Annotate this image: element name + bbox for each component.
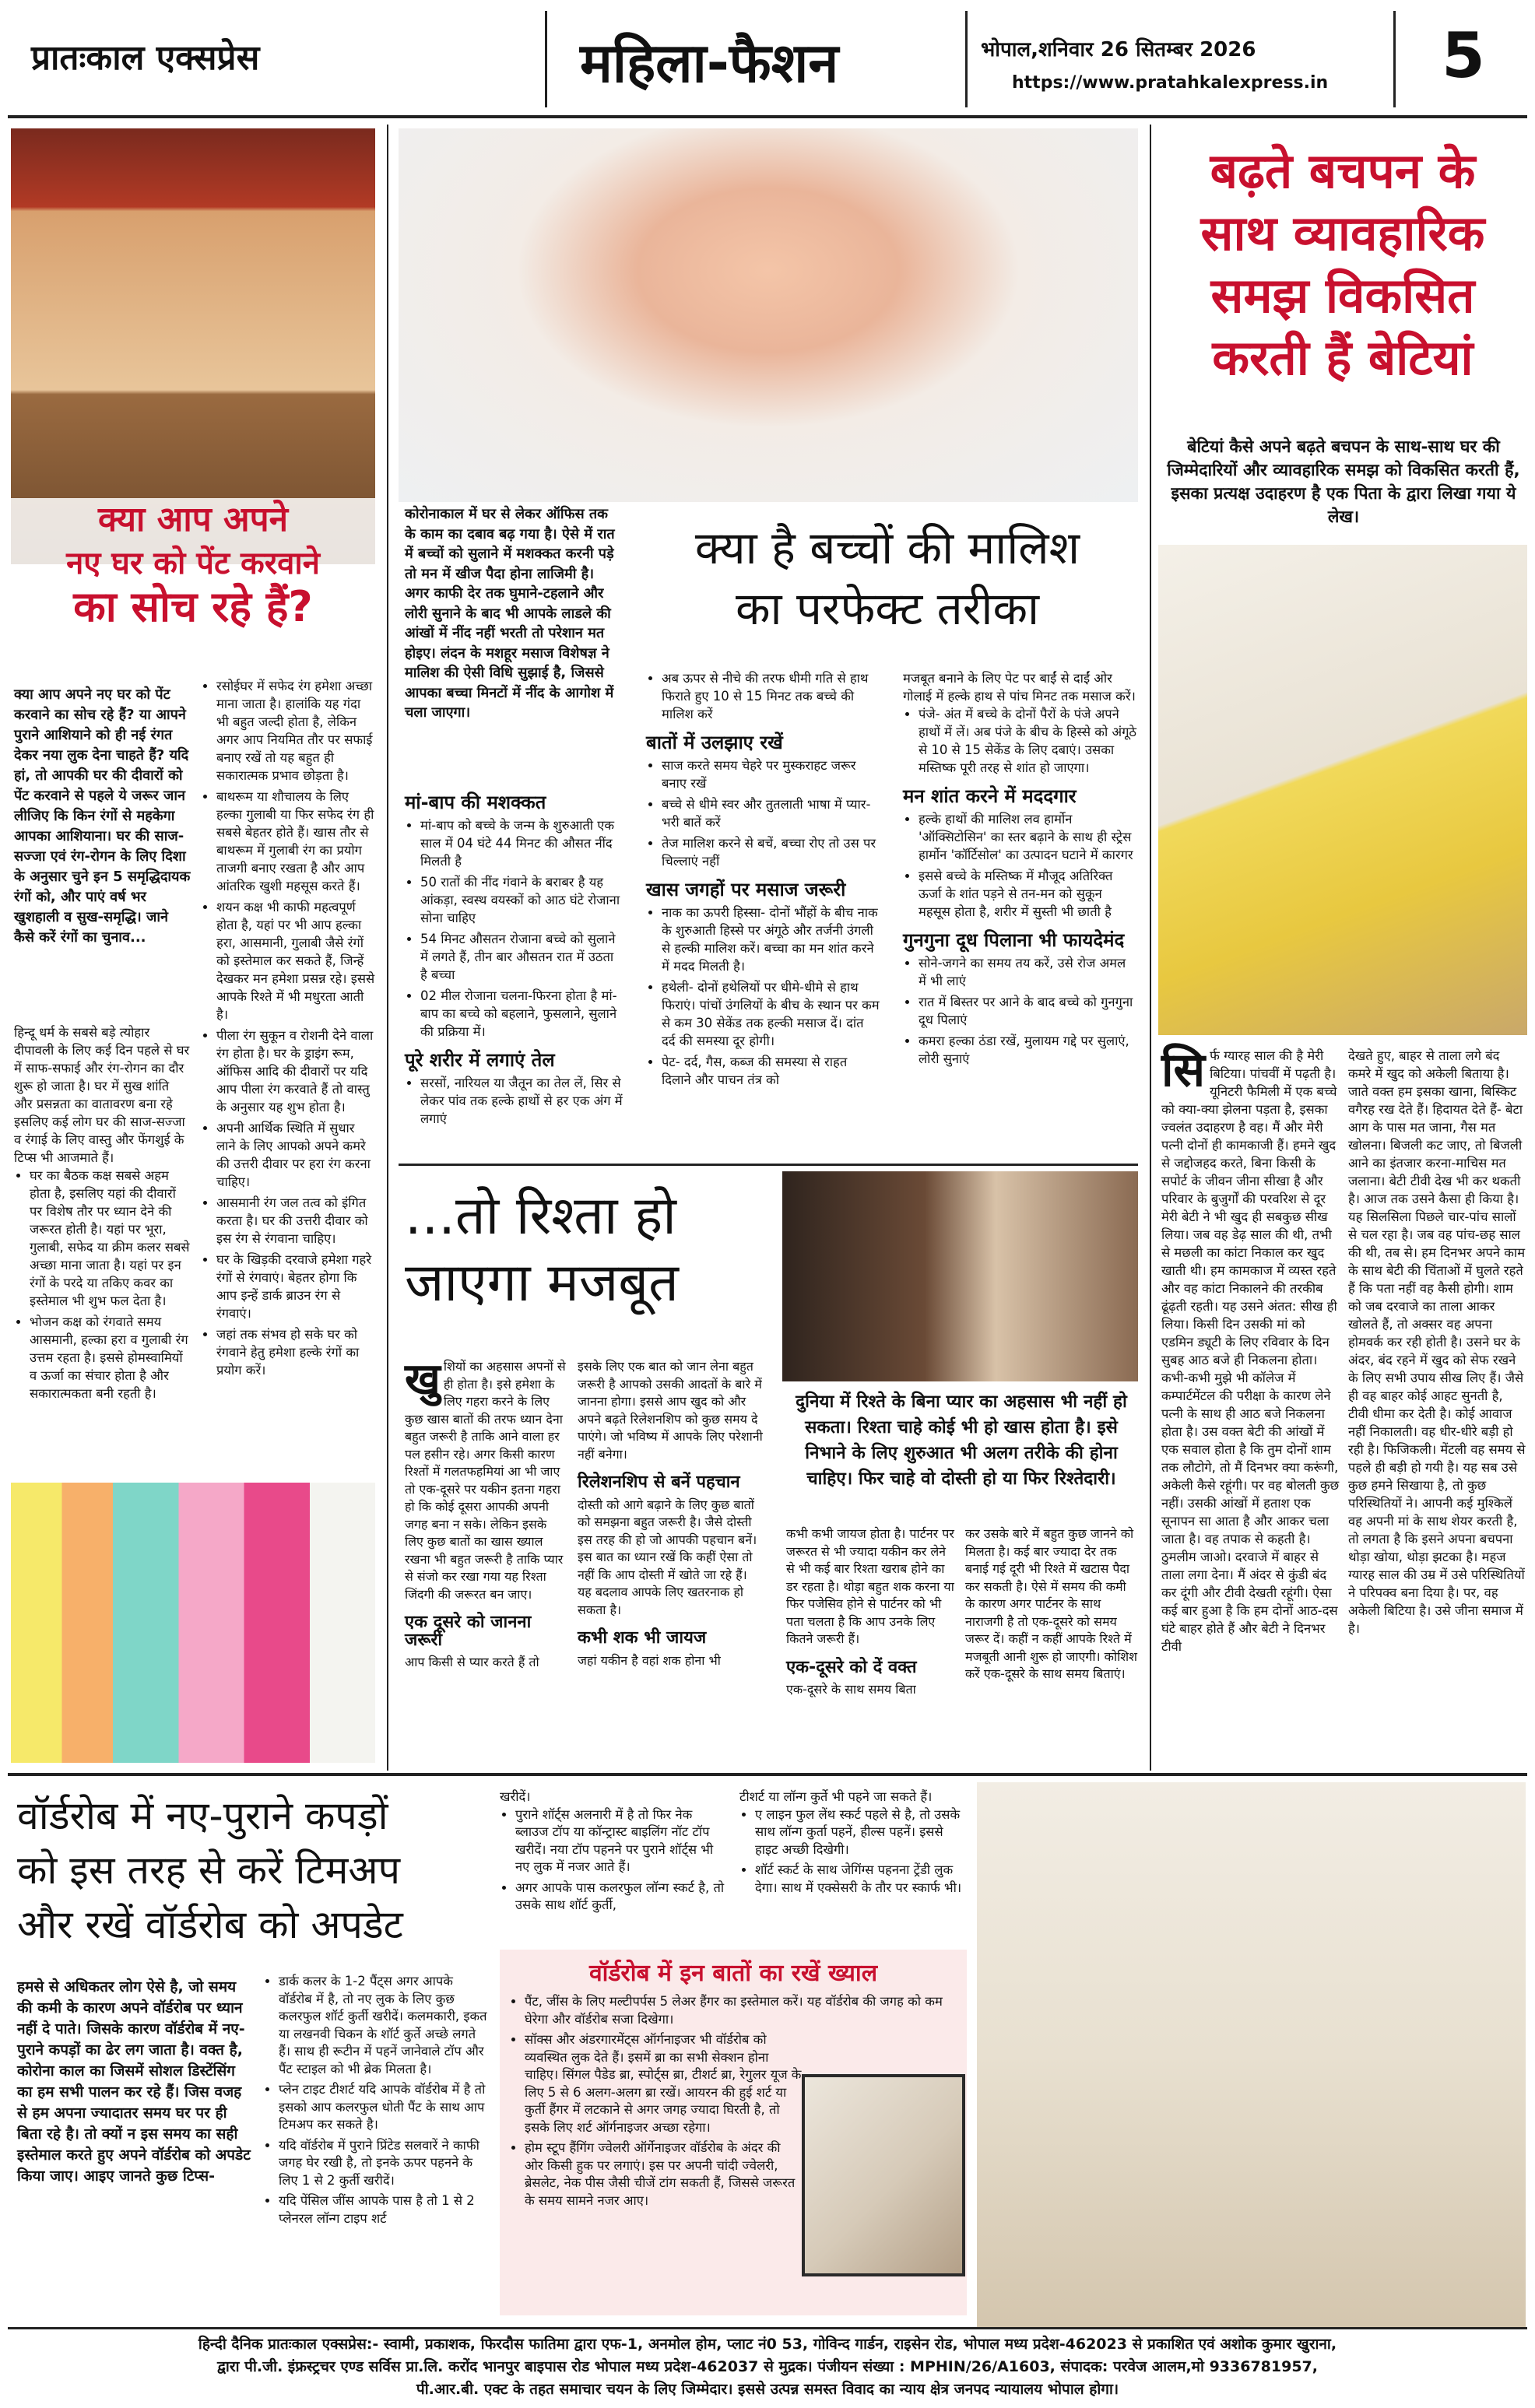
column-divider: [387, 125, 388, 1771]
list-item: • बाथरूम या शौचालय के लिए हल्का गुलाबी या फिर सफेद रंग ही सबसे बेहतर होते हैं। खास तौर से बाथरूम में गुलाबी रंग का प्रयोग ताजगी बनाए रखता है और आप आंतरिक खुशी महसूस करते हैं।: [216, 788, 377, 895]
closet-photo: [802, 2074, 965, 2276]
relationship-col3: [786, 1525, 957, 1699]
footer-rule: [8, 2327, 1527, 2329]
section-heading: कभी शक भी जायज: [578, 1628, 707, 1648]
masthead-divider: [1393, 11, 1396, 107]
dateline: भोपाल,शनिवार 26 सितम्बर 2026: [981, 38, 1256, 61]
paint-heading: [11, 498, 375, 629]
relationship-pullquote: दुनिया में रिश्ते के बिना प्यार का अहसास भी नहीं हो सकता। रिश्ता चाहे कोई भी हो खास होता है। इसे निभाने के लिए शुरुआत भी अलग तरीके की होना चाहिए। फिर चाहे वो दोस्ती हो या फिर रिश्तेदारी।: [796, 1392, 1127, 1489]
list-item: • पीला रंग सुकून व रोशनी देने वाला रंग होता है। घर के ड्राइंग रूम, ऑफिस आदि की दीवारों पर यदि आप पीला रंग करवाते हैं तो वास्तु के अनुसार यह शुभ होता है।: [216, 1027, 377, 1116]
list-item: • मां-बाप को बच्चे के जन्म के शुरुआती एक साल में 04 घंटे 44 मिनट की औसत नींद मिलती है: [420, 816, 623, 870]
list-item: • शयन कक्ष भी काफी महत्वपूर्ण होता है, यहां पर भी आप हल्का हरा, आसमानी, गुलाबी जैसे रंगों को इस्तेमाल कर सकते हैं, जिन्हें देखकर मन हमेशा प्रसन्न रहे। इससे आपके रिश्ते में भी मधुरता आती है।: [216, 898, 377, 1023]
paper-name: प्रातःकाल एक्सप्रेस: [31, 38, 260, 78]
wardrobe-col3: [500, 1788, 725, 1918]
imprint-line: द्वारा पी.जी. इंफ्रस्ट्रचर एण्ड सर्विस प्रा.लि. करोंद भानपुर बाइपास रोड भोपाल मध्य प्रदेश-462037 से मुद्रक। पंजीयन संख्या : MPHIN/26/A1603, संपादक: परवेज आलम,मो 9336781957,: [217, 2358, 1318, 2375]
list-item: • आसमानी रंग जल तत्व को इंगित करता है। घर की उत्तरी दीवार को इस रंग से रंगवाना चाहिए।: [216, 1194, 377, 1248]
section-heading: मन शांत करने में मददगार: [903, 785, 1077, 807]
relationship-col2-end: जहां यकीन है वहां शक होना भी: [578, 1652, 721, 1668]
massage-bottom-rule: [399, 1164, 1138, 1166]
section-heading: एक दूसरे को जानना जरूरी: [405, 1613, 532, 1650]
father-daughter-photo: [1158, 545, 1527, 1035]
massage-heading: [646, 518, 1129, 639]
list-item: • सोने-जगने का समय तय करें, उसे रोज अमल में भी लाएं: [919, 954, 1136, 990]
masthead-divider: [545, 11, 547, 107]
massage-col1: [405, 794, 623, 1131]
list-item: • नाक का ऊपरी हिस्सा- दोनों भौंहों के बीच नाक के शुरुआती हिस्से पर अंगूठे और तर्जनी उंगली से हल्की मालिश करें। बच्चा का मन शांत करने में मदद मिलती है।: [662, 904, 880, 975]
paint-rollers-photo: [11, 1483, 375, 1763]
list-item: • हल्के हाथों की मालिश लव हार्मोन 'ऑक्सिटोसिन' का स्तर बढ़ाने के साथ ही स्ट्रेस हार्मोन 'कॉर्टिसोल' का उत्पादन घटाने में कारगर: [919, 810, 1136, 864]
relationship-col4: कर उसके बारे में बहुत कुछ जानने को मिलता है। कई बार ज्यादा देर तक बनाई गई दूरी भी रिश्ते में खटास पैदा कर सकती है। ऐसे में समय की कमी के कारण अगर पार्टनर के साथ नाराजगी है तो एक-दूसरे को समय जरूर दें। कहीं न कहीं आपके रिश्ते में मजबूती आनी शुरू हो जाएगी। कोशिश करें एक-दूसरे के साथ समय बिताएं।: [965, 1526, 1138, 1681]
masthead-divider: [965, 11, 968, 107]
list-item: • अपनी आर्थिक स्थिति में सुधार लाने के लिए आपको अपने कमरे की उत्तरी दीवार पर हरा रंग करना चाहिए।: [216, 1119, 377, 1191]
list-item: • रसोईघर में सफेद रंग हमेशा अच्छा माना जाता है। हालांकि यह गंदा भी बहुत जल्दी होता है, लेकिन अगर आप नियमित तौर पर सफाई बनाए रखें तो यह बहुत ही सकारात्मक प्रभाव छोड़ता है।: [216, 677, 377, 785]
daughters-col1-text: र्फ ग्यारह साल की है मेरी बिटिया। पांचवीं में पढ़ती है। यूनिटरी फैमिली में एक बच्चे को क्या-क्या झेलना पड़ता है, इसका ज्वलंत उदाहरण है वह। मैं और मेरी पत्नी दोनों ही कामकाजी हैं। हमने खुद से जद्दोजहद करते, बिना किसी के सपोर्ट के जीवन जीना सीखा है और परिवार के बुजुर्गों की परवरिश से दूर मेरी बेटी ने भी खुद ही सबकुछ सीख लिया। जब वह डेढ़ साल की थी, तभी से मछली का कांटा निकाल कर खुद खाती थी। हम कामकाज में व्यस्त रहते और वह कांटा निकालने की तरकीब ढूंढ़ती रहती। यह उसने अंतत: सीख ही लिया। किसी दिन उसकी मां को एडमिन ड्यूटी के लिए रविवार के दिन सुबह आठ बजे ही निकलना होता। कभी-कभी मुझे भी कॉलेज में कम्पार्टमेंटल की परीक्षा के कारण लेने पत्नी के साथ ही आठ बजे निकलना होता है। उस वक्त बेटी की आंखों में एक सवाल होता है कि तुम दोनों शाम तक लौटोगे, तो मैं दिनभर क्या करूंगी, अकेली कैसे रहूंगी। पर वह बोलती कुछ नहीं। उसकी आंखों में हताश एक सूनापन सा आता है और आकर चला जाता है। वह तपाक से कहती है। ठुमलीम जाओ। दरवाजे में बाहर से ताला लगा देना। मैं अंदर से कुंडी बंद कर दूंगी और टीवी देखती रहूंगी। ऐसा कई बार हुआ है कि हम दोनों आठ-दस घंटे बाहर होते हैं और बेटी ने दिनभर टीवी: [1161, 1048, 1340, 1654]
massage-col2: [646, 669, 880, 1092]
section-heading: पूरे शरीर में लगाएं तेल: [405, 1049, 555, 1071]
list-item: • यदि पेंसिल जींस आपके पास है तो 1 से 2 प्लेनरल लॉन्ग टाइप शर्ट: [279, 2192, 487, 2227]
paint-heading-line: का सोच रहे हैं?: [73, 582, 313, 631]
baby-photo: [399, 128, 1138, 502]
relationship-col3-text: कभी कभी जायज होता है। पार्टनर पर जरूरत से भी ज्यादा यकीन कर लेने से भी कई बार रिश्ता खराब होने का डर रहता है। थोड़ा बहुत शक करना या फिर पजेसिव होने से पार्टनर को भी पता चलता है कि आप उनके लिए कितने जरूरी हैं।: [786, 1526, 954, 1646]
section-heading: एक-दूसरे को दें वक्त: [786, 1657, 917, 1677]
daughters-heading-line: साथ व्यावहारिक: [1200, 205, 1485, 262]
drop-cap: सि: [1161, 1043, 1206, 1097]
couple-photo: [782, 1171, 1138, 1381]
masthead-bottom-rule: [8, 115, 1527, 118]
section-heading: बातों में उलझाए रखें: [646, 732, 783, 753]
relationship-col3-end: एक-दूसरे के साथ समय बिता: [786, 1682, 916, 1697]
daughters-heading-line: समझ विकसित: [1210, 267, 1475, 324]
wardrobe-col3-text: खरीदें।: [500, 1789, 531, 1804]
list-item: • तेज मालिश करने से बचें, बच्चा रोए तो उस पर चिल्लाएं नहीं: [662, 834, 880, 870]
section-heading: खास जगहों पर मसाज जरूरी: [646, 879, 846, 900]
list-item: • पेट- दर्द, गैस, कब्ज की समस्या से राहत दिलाने और पाचन तंत्र को: [662, 1053, 880, 1089]
wardrobe-heading-line: को इस तरह से करें टिमअप: [17, 1848, 400, 1893]
wardrobe-intro: हमसे से अधिकतर लोग ऐसे है, जो समय की कमी के कारण अपने वॉर्डरोब पर ध्यान नहीं दे पाते। जिसके कारण वॉर्डरोब में नए-पुराने कपड़ों का ढेर लग जाता है। वक्त है, कोरोना काल का जिसमें सोशल डिस्टेंसिंग का हम सभी पालन कर रहे हैं। जिस वजह से हम अपना ज्यादातर समय घर पर ही बिता रहे है। तो क्यों न इस समय का सही इस्तेमाल करते हुए अपने वॉर्डरोब को अपडेट किया जाए। आइए जानते कुछ टिप्स-: [17, 1978, 251, 2185]
relationship-heading-line: जाएगा मजबूत: [405, 1252, 679, 1314]
daughters-heading-line: बढ़ते बचपन के: [1210, 142, 1476, 199]
list-item: • बच्चे से धीमे स्वर और तुतलाती भाषा में प्यार-भरी बातें करें: [662, 795, 880, 831]
section-title: महिला-फैशन: [580, 31, 839, 95]
list-item: • कमरा हल्का ठंडा रखें, मुलायम गद्दे पर सुलाएं, लोरी सुनाएं: [919, 1032, 1136, 1068]
wardrobe-col4-text: टीशर्ट या लॉन्ग कुर्ते भी पहने जा सकते हैं।: [739, 1789, 933, 1804]
list-item: • 02 मील रोजाना चलना-फिरना होता है मां-बाप का बच्चे को बहलाने, फुसलाने, सुलाने की प्रक्रिया में।: [420, 987, 623, 1041]
list-item: • होम स्टूप हैंगिंग ज्वेलरी ऑर्गेनाइजर वॉर्डरोब के अंदर की ओर किसी हुक पर लगाएं। इस पर अपनी चांदी ज्वेलरी, ब्रेसलेट, नेक पीस जैसी चीजें टांग सकती हैं, जिससे जरूरत के समय सामने नजर आए।: [525, 2139, 957, 2210]
daughters-col2: देखते हुए, बाहर से ताला लगे बंद कमरे में खुद को अकेली बिताया है। जाते वक्त हम इसका खाना, बिस्किट वगैरह रख देते हैं। हिदायत देते हैं- बेटा आग के पास मत जाना, गैस मत खोलना। बिजली कट जाए, तो बिजली आने का इंतजार करना-माचिस मत जलाना। बेटी टीवी देख भी कर थकती है। आज तक उसने कैसा ही किया है। यह सिलसिला पिछले चार-पांच सालों से चल रहा है। जब वह पांच-छह साल की थी, तब से। हम दिनभर अपने काम के साथ बेटी की चिंताओं में घुलते रहते हैं कि पता नहीं वह कैसी होगी। शाम को जब दरवाजे का ताला आकर खोलते हैं, तो अक्सर वह अपना होमवर्क कर रही होती है। उसने घर के अंदर, बंद रहने में खुद को सेफ रखने के लिए सभी उपाय सीख लिए हैं। जैसे ही वह बाहर कोई आहट सुनती है, टीवी धीमा कर देती है। कोई आवाज नहीं निकालती। वह धीर-धीरे बड़ी हो रही है। फिजिकली। मेंटली वह समय से पहले ही बड़ी हो गयी है। यह सब उसे कुछ हमने सिखाया है, तो कुछ परिस्थितियों ने। आपनी कई मुश्किलें वह अपनी मां के साथ शेयर करती है, तो लगता है कि इसने अपना बचपना थोड़ा खोया, थोड़ा झटका है। महज ग्यारह साल की उम्र में उसे परिस्थितियों ने परिपक्व बना दिया है। पर, वह अकेली बिटिया है। उसे जीना समाज में है।: [1348, 1048, 1526, 1636]
list-item: • घर के खिड़की दरवाजे हमेशा गहरे रंगों से रंगवाएं। बेहतर होगा कि आप इन्हें डार्क ब्राउन रंग से रंगवाएं।: [216, 1251, 377, 1322]
wardrobe-heading: [17, 1788, 484, 1952]
column-divider: [1150, 125, 1151, 1771]
list-item: • साज करते समय चेहरे पर मुस्कराहट जरूर बनाए रखें: [662, 756, 880, 792]
daughters-heading-line: करती हैं बेटियां: [1212, 329, 1474, 386]
list-item: • रात में बिस्तर पर आने के बाद बच्चे को गुनगुना दूध पिलाएं: [919, 993, 1136, 1029]
relationship-heading-line: ...तो रिश्ता हो: [405, 1185, 676, 1247]
relationship-col1-text: शियों का अहसास अपनों से ही होता है। इसे हमेशा के लिए गहरा करने के लिए कुछ खास बातों की तरफ ध्यान देना बहुत जरूरी है ताकि आने वाला हर पल हसीन रहे। अगर किसी कारण रिश्तों में गलतफहमियां आ भी जाए तो एक-दूसरे पर यकीन इतना गहरा हो कि कोई दूसरा आपकी अपनी जगह बना न सके। लेकिन इसके लिए कुछ बातों का खास ख्याल रखना भी बहुत जरूरी है ताकि प्यार से संजो कर रखा गया यह रिश्ता जिंदगी की जरूरत बन जाए।: [405, 1359, 566, 1602]
list-item: • अब ऊपर से नीचे की तरफ धीमी गति से हाथ फिराते हुए 10 से 15 मिनट तक बच्चे की मालिश करें: [662, 669, 880, 723]
box-heading: वॉर्डरोब में इन बातों का रखें ख्याल: [588, 1960, 878, 1987]
list-item: • 54 मिनट औसतन रोजाना बच्चे को सुलाने में लगते हैं, तीन बार औसतन रात में उठता है बच्चा: [420, 930, 623, 984]
list-item: • डार्क कलर के 1-2 पैंट्स अगर आपके वॉर्डरोब में है, तो नए लुक के लिए कुछ कलरफुल शॉर्ट कुर्ती खरीदें। कलमकारी, इकत या लखनवी चिकन के शॉर्ट कुर्ते अच्छे लगते हैं। साथ ही रूटीन में पहनें जानेवाले टॉप और पैंट स्टाइल को भी ब्रेक मिलता है।: [279, 1973, 487, 2078]
massage-col3-text: मजबूत बनाने के लिए पेट पर बाईं से दाईं ओर गोलाई में हल्के हाथ से पांच मिनट तक मसाज करें।: [903, 671, 1136, 704]
relationship-col2-body: दोस्ती को आगे बढ़ाने के लिए कुछ बातों को समझना बहुत जरूरी है। जैसे दोस्ती इस तरह की हो जो आपकी पहचान बनें। इस बात का ध्यान रखें कि कहीं ऐसा तो नहीं कि आप दोस्ती में खोते जा रहे हैं। यह बदलाव आपके लिए खतरनाक हो सकता है।: [578, 1497, 757, 1617]
relationship-col1: [405, 1354, 568, 1672]
list-item: • पुराने शॉर्ट्स अलनारी में है तो फिर नेक ब्लाउज टॉप या कॉन्ट्रास्ट बाइलिंग नॉट टॉप खरीदें। नया टॉप पहनने पर पुराने शॉर्ट्स भी नए लुक में नजर आते हैं।: [515, 1806, 725, 1876]
paint-heading-line: क्या आप अपने: [97, 500, 289, 539]
massage-heading-line: क्या है बच्चों की मालिश: [694, 521, 1080, 574]
list-item: • अगर आपके पास कलरफुल लॉन्ग स्कर्ट है, तो उसके साथ शॉर्ट कुर्ती,: [515, 1880, 725, 1915]
relationship-heading: [405, 1183, 778, 1317]
imprint-footer: [16, 2333, 1519, 2401]
massage-intro: कोरोनाकाल में घर से लेकर ऑफिस तक के काम का दबाव बढ़ गया है। ऐसे में रात में बच्चों को सुलाने में मशक्कत करनी पड़े तो मन में खीज पैदा होना लाजिमी है। अगर काफी देर तक घुमाने-टहलाने और लोरी सुनाने के बाद भी आपके लाडले की आंखों में नींद नहीं भरती तो परेशान मत होइए। लंदन के मशहूर मसाज विशेषज्ञ ने मालिश की ऐसी विधि सुझाई है, जिससे आपका बच्चा मिनटों में नींद के आगोश में चला जाएगा।: [405, 506, 615, 721]
wardrobe-col4: [739, 1788, 965, 1900]
imprint-line: हिन्दी दैनिक प्रातःकाल एक्सप्रेस:- स्वामी, प्रकाशक, फिरदौस फातिमा द्वारा एफ-1, अनमोल होम, प्लाट नं0 53, गोविन्द गार्डन, राइसेन रोड, भोपाल मध्य प्रदेश-462023 से प्रकाशित एवं अशोक कुमार खुराना,: [198, 2336, 1337, 2353]
list-item: • हथेली- दोनों हथेलियों पर धीमे-धीमे से हाथ फिराएं। पांचों उंगलियों के बीच के स्थान पर कम से कम 30 सेकेंड तक हल्की मसाज दें। दांत दर्द की समस्या दूर होगी।: [662, 978, 880, 1050]
list-item: • इससे बच्चे के मस्तिष्क में मौजूद अतिरिक्त ऊर्जा के शांत पड़ने से तन-मन को सुकून महसूस होता है, शरीर में सुस्ती भी छाती है: [919, 867, 1136, 921]
relationship-col2: [578, 1358, 764, 1669]
list-item: • यदि वॉर्डरोब में पुराने प्रिंटेड सलवारें ने काफी जगह घेर रखी है, तो इनके ऊपर पहनने के लिए 1 से 2 कुर्ती खरीदें।: [279, 2137, 487, 2190]
list-item: • सॉक्स और अंडरगारमेंट्स ऑर्गनाइजर भी वॉर्डरोब को व्यवस्थित लुक देते हैं। इसमें ब्रा का सभी सेक्शन होना चाहिए। सिंगल पैडेड ब्रा, स्पोर्ट्स ब्रा, टीशर्ट ब्रा, रेगुलर यूज के लिए 5 से 6 अलग-अलग ब्रा रखें। आयरन की हुई शर्ट या कुर्ती हैंगर में लटकाने से अगर जगह ज्यादा घिरती है, तो इसके लिए शर्ट ऑर्गनाइजर अच्छा रहेगा।: [525, 2031, 957, 2136]
list-item: • पंजे- अंत में बच्चे के दोनों पैरों के पंजे अपने हाथों में लें। अब पंजे के बीच के हिस्से को अंगूठे से 10 से 15 सेकेंड के लिए दबाएं। उसका मस्तिष्क पूरी तरह से शांत हो जाएगा।: [919, 705, 1136, 777]
list-item: • 50 रातों की नींद गंवाने के बराबर है यह आंकड़ा, स्वस्थ वयस्कों को आठ घंटे रोजाना सोना चाहिए: [420, 873, 623, 927]
wardrobe-heading-line: और रखें वॉर्डरोब को अपडेट: [17, 1902, 403, 1947]
list-item: • पैंट, जींस के लिए मल्टीपर्पस 5 लेअर हैंगर का इस्तेमाल करें। यह वॉर्डरोब की जगह को कम घेरेगा और वॉर्डरोब सजा दिखेगा।: [525, 1993, 957, 2028]
list-item: • सरसों, नारियल या जैतून का तेल लें, सिर से लेकर पांव तक हल्के हाथों से हर एक अंग में लगाएं: [420, 1074, 623, 1128]
daughters-heading: [1160, 140, 1526, 389]
section-heading: रिलेशनशिप से बनें पहचान: [578, 1473, 740, 1492]
wardrobe-photo: [977, 1782, 1526, 2327]
paint-col1: [14, 1023, 191, 1406]
relationship-col1-end: आप किसी से प्यार करते हैं तो: [405, 1655, 539, 1669]
list-item: • जहां तक संभव हो सके घर को रंगवाने हेतु हमेशा हल्के रंगों का प्रयोग करें।: [216, 1325, 377, 1379]
list-item: • घर का बैठक कक्ष सबसे अहम होता है, इसलिए यहां की दीवारों पर विशेष तौर पर ध्यान देने की जरूरत होती है। यहां पर भूरा, गुलाबी, सफेद या क्रीम कलर सबसे अच्छा माना जाता है। यहां पर इन रंगों के परदे या तकिए कवर का इस्तेमाल भी शुभ फल देता है।: [30, 1167, 191, 1310]
list-item: • प्लेन टाइट टीशर्ट यदि आपके वॉर्डरोब में है तो इसको आप कलरफुल धोती पैंट के साथ आप टिमअप कर सकते है।: [279, 2081, 487, 2134]
list-item: • ए लाइन फुल लेंथ स्कर्ट पहले से है, तो उसके साथ लॉन्ग कुर्ता पहनें, हील्स पहनें। इससे हाइट अच्छी दिखेगी।: [755, 1806, 965, 1859]
daughters-intro: बेटियां कैसे अपने बढ़ते बचपन के साथ-साथ घर की जिम्मेदारियों और व्यावहारिक समझ को विकसित करती हैं, इसका प्रत्यक्ष उदाहरण है एक पिता के द्वारा लिखा गया ये लेख।: [1167, 437, 1520, 527]
paint-col1-text: हिन्दू धर्म के सबसे बड़े त्योहार दीपावली के लिए कई दिन पहले से घर में साफ-सफाई और रंग-रोगन का दौर शुरू हो जाता है। घर में सुख शांति और प्रसन्नता का वातावरण बना रहे इसलिए कई लोग घर की साज-सज्जा व रंगाई के लिए वास्तु और फेंगशुई के टिप्स भी आजमाते हैं।: [14, 1025, 190, 1165]
masthead: [0, 0, 1535, 117]
wardrobe-heading-line: वॉर्डरोब में नए-पुराने कपड़ों: [17, 1793, 388, 1838]
massage-col3: [903, 669, 1136, 1071]
massage-heading-line: का परफेक्ट तरीका: [735, 582, 1040, 635]
list-item: • भोजन कक्ष को रंगवाते समय आसमानी, हल्का हरा व गुलाबी रंग उत्तम रहता है। इससे होमस्वामियों व ऊर्जा का संचार होता है और सकारात्मकता बनी रहती है।: [30, 1313, 191, 1402]
list-item: • शॉर्ट स्कर्ट के साथ जेगिंग्स पहनना ट्रेंडी लुक देगा। साथ में एक्सेसरी के तौर पर स्कार्फ भी।: [755, 1862, 965, 1897]
paint-heading-line: नए घर को पेंट करवाने: [66, 546, 320, 581]
wardrobe-col2: [263, 1973, 487, 2231]
drop-cap: खु: [405, 1354, 441, 1405]
paint-intro: क्या आप अपने नए घर को पेंट करवाने का सोच रहे हैं? या आपने पुराने आशियाने को ही नई रंगत देकर नया लुक देना चाहते हैं? यदि हां, तो आपकी घर की दीवारों को पेंट करवाने से पहले ये जरूर जान लीजिए कि किन रंगों से महकेगा आपका आशियाना। घर की साज-सज्जा एवं रंग-रोगन के लिए दिशा के अनुसार चुने इन 5 समृद्धिदायक रंगों को, और पाएं वर्ष भर खुशहाली व सुख-समृद्धि। जाने कैसे करें रंगों का चुनाव...: [14, 686, 191, 946]
daughters-col1: [1161, 1043, 1340, 1655]
section-heading: मां-बाप की मशक्कत: [405, 792, 546, 813]
relationship-col2-text: इसके लिए एक बात को जान लेना बहुत जरूरी है आपको उसकी आदतों के बारे में जानना होगा। इससे आप खुद को और अपने बढ़ते रिलेशनशिप को कुछ समय दे पाएंगे। जो भविष्य में आपके लिए परेशानी नहीं बनेगा।: [578, 1359, 763, 1462]
section-heading: गुनगुना दूध पिलाना भी फायदेमंद: [903, 929, 1125, 951]
imprint-line: पी.आर.बी. एक्ट के तहत समाचार चयन के लिए जिम्मेदार। इससे उत्पन्न समस्त विवाद का न्याय क्षेत्र जनपद न्यायालय भोपाल होगा।: [416, 2381, 1119, 2398]
paint-col2: [201, 677, 377, 1382]
website-link[interactable]: https://www.pratahkalexpress.in: [1012, 73, 1329, 93]
page-number: 5: [1442, 19, 1485, 92]
section-divider: [8, 1773, 1527, 1776]
